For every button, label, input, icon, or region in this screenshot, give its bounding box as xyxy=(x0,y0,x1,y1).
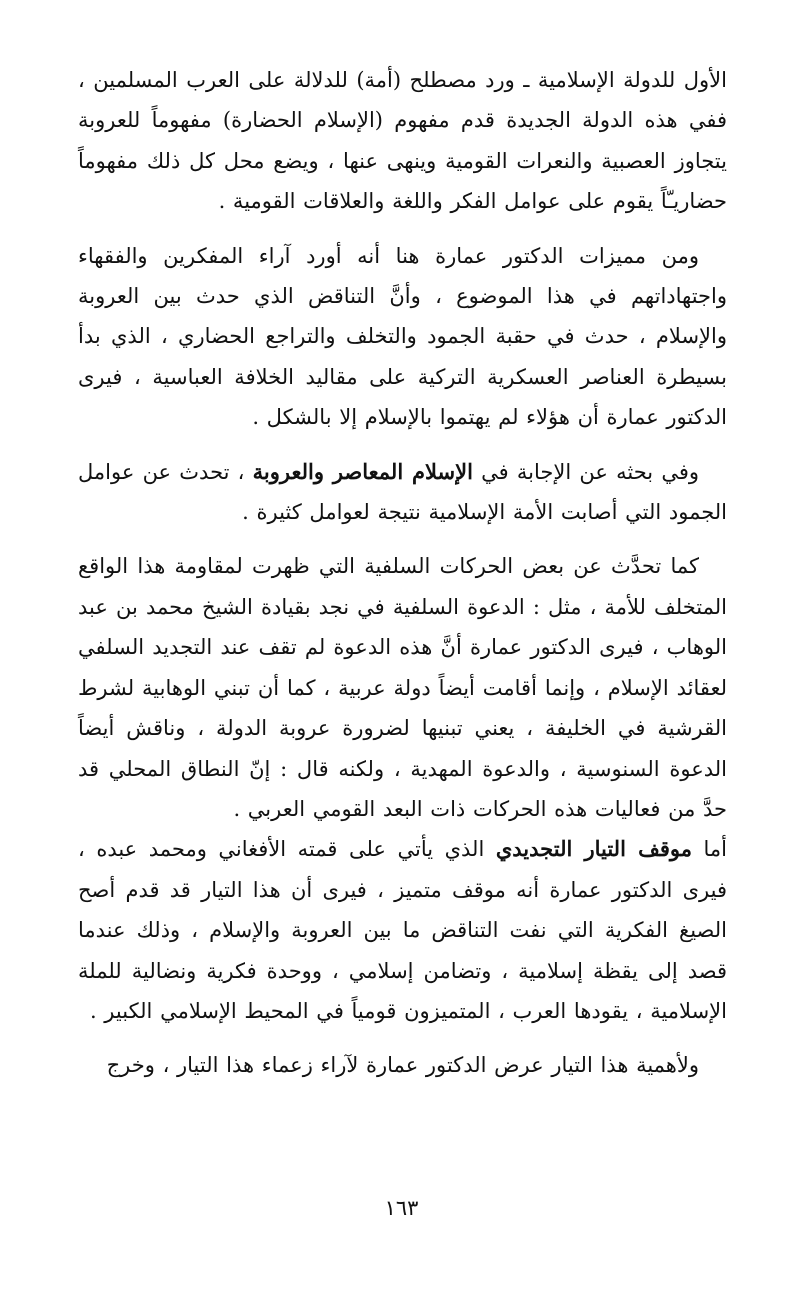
paragraph-5 xyxy=(78,829,727,1031)
paragraph-3-before: وفي بحثه عن الإجابة في xyxy=(472,459,699,484)
body-text xyxy=(78,60,727,1086)
paragraph-2: ومن مميزات الدكتور عمارة هنا أنه أورد آراء المفكرين والفقهاء واجتهاداتهم في هذا الموضوع ، وأنَّ التناقض الذي حدث بين العروبة والإسلام ، حدث في حقبة الجمود والتخلف والتراجع الحضاري ، الذي بدأ بسيطرة العناصر العسكرية التركية على مقاليد الخلافة العباسية ، فيرى الدكتور عمارة أن هؤلاء لم يهتموا بالإسلام إلا بالشكل . xyxy=(78,243,727,430)
paragraph-6: ولأهمية هذا التيار عرض الدكتور عمارة لآراء زعماء هذا التيار ، وخرج xyxy=(106,1053,699,1078)
paragraph-4: كما تحدَّث عن بعض الحركات السلفية التي ظهرت لمقاومة هذا الواقع المتخلف للأمة ، مثل : الدعوة السلفية في نجد بقيادة الشيخ محمد بن عبد الوهاب ، فيرى الدكتور عمارة أنَّ هذه الدعوة لم تقف عند التجديد السلفي لعقائد الإسلام ، وإنما أقامت أيضاً دولة عربية ، كما أن تبني الوهابية لشرط القرشية في الخليفة ، يعني تبنيها لضرورة عروبة الدولة ، وناقش أيضاً الدعوة السنوسية ، والدعوة المهدية ، ولكنه قال : إنّ النطاق المحلي قد حدَّ من فعاليات هذه الحركات ذات البعد القومي العربي . xyxy=(78,554,727,821)
page-number: ١٦٣ xyxy=(384,1196,419,1220)
paragraph-5-bold-title: موقف التيار التجديدي xyxy=(495,836,692,862)
paragraph-5-after: الذي يأتي على قمته الأفغاني ومحمد عبده ، فيرى الدكتور عمارة أنه موقف متميز ، فيرى أن هذا التيار قد قدم أصح الصيغ الفكرية التي نفت التناقض ما بين العروبة والإسلام ، وذلك عندما قصد إلى يقظة إسلامية ، وتضامن إسلامي ، ووحدة فكرية ونضالية للملة الإسلامية ، يقودها العرب ، المتميزون قومياً في المحيط الإسلامي الكبير . xyxy=(78,837,727,1023)
paragraph-3-bold-title: الإسلام المعاصر والعروبة xyxy=(252,458,473,484)
paragraph-3-after: ، تحدث عن عوامل الجمود التي أصابت الأمة الإسلامية نتيجة لعوامل كثيرة . xyxy=(78,459,727,525)
paragraph-5-before: أما xyxy=(691,837,727,862)
paragraph-1: الأول للدولة الإسلامية ـ ورد مصطلح (أمة) للدلالة على العرب المسلمين ، ففي هذه الدولة الجديدة قدم مفهوم (الإسلام الحضارة) مفهوماً للعروبة يتجاوز العصبية والنعرات القومية وينهى عنها ، ويضع محل كل ذلك مفهوماً حضاريـّاً يقوم على عوامل الفكر واللغة والعلاقات القومية . xyxy=(78,68,727,214)
paragraph-3 xyxy=(78,452,727,533)
